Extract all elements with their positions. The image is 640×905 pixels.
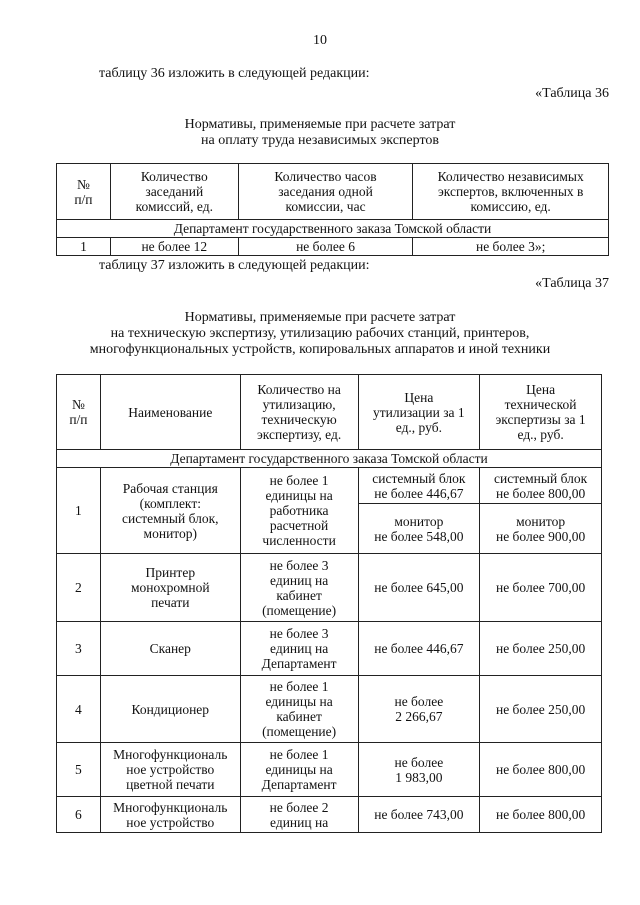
table-36-header-row [57, 164, 609, 220]
row-quantity: не более 1 единицы на работника расчетной численности [240, 468, 358, 554]
page-number: 10 [313, 33, 327, 48]
table-row [57, 676, 602, 743]
row-name: Кондиционер [100, 676, 240, 743]
header-name: Наименование [100, 375, 240, 450]
row-price-util: не более 2 266,67 [358, 676, 480, 743]
table-36-title-line1: Нормативы, применяемые при расчете затрат [184, 117, 456, 132]
row-price-exp: не более 250,00 [480, 676, 602, 743]
table-36-label: «Таблица 36 [535, 86, 609, 101]
intro-table-37: таблицу 37 изложить в следующей редакции: [99, 258, 370, 273]
row-num: 3 [57, 622, 101, 676]
row-price-util: не более 743,00 [358, 797, 480, 833]
table-37-title-line2: на техническую экспертизу, утилизацию рабочих станций, принтеров, [110, 326, 530, 341]
row-name: Принтер монохромной печати [100, 554, 240, 622]
header-price-util: Цена утилизации за 1 ед., руб. [358, 375, 480, 450]
row-price-exp-system: системный блок не более 800,00 [480, 468, 602, 504]
row-price-util: не более 446,67 [358, 622, 480, 676]
row-price-util: не более 1 983,00 [358, 743, 480, 797]
table-36 [56, 163, 609, 256]
table-37-title-line3: многофункциональных устройств, копировальных аппаратов и иной техники [89, 342, 551, 357]
row-num: 5 [57, 743, 101, 797]
row-quantity: не более 1 единицы на Департамент [240, 743, 358, 797]
intro-table-36: таблицу 36 изложить в следующей редакции: [99, 66, 370, 81]
row-num: 1 [57, 238, 111, 256]
header-hours: Количество часов заседания одной комиссии, час [238, 164, 413, 220]
row-price-exp-monitor: монитор не более 900,00 [480, 504, 602, 554]
row-experts: не более 3»; [413, 238, 609, 256]
row-name: Рабочая станция (комплект: системный блок, монитор) [100, 468, 240, 554]
table-row [57, 622, 602, 676]
row-num: 1 [57, 468, 101, 554]
table-37-department-row [57, 450, 602, 468]
row-quantity: не более 3 единиц на кабинет (помещение) [240, 554, 358, 622]
header-experts: Количество независимых экспертов, включенных в комиссию, ед. [413, 164, 609, 220]
table-row [57, 743, 602, 797]
department-cell: Департамент государственного заказа Томской области [57, 220, 609, 238]
table-row [57, 554, 602, 622]
header-quantity: Количество на утилизацию, техническую экспертизу, ед. [240, 375, 358, 450]
row-quantity: не более 2 единиц на [240, 797, 358, 833]
row-price-util-system: системный блок не более 446,67 [358, 468, 480, 504]
table-36-title-line2: на оплату труда независимых экспертов [201, 133, 439, 148]
row-price-exp: не более 250,00 [480, 622, 602, 676]
header-num: № п/п [57, 375, 101, 450]
row-price-util-monitor: монитор не более 548,00 [358, 504, 480, 554]
header-sessions: Количество заседаний комиссий, ед. [110, 164, 238, 220]
department-cell: Департамент государственного заказа Томской области [57, 450, 602, 468]
header-price-exp: Цена технической экспертизы за 1 ед., руб. [480, 375, 602, 450]
row-name: Многофункциональ ное устройство цветной печати [100, 743, 240, 797]
row-name: Сканер [100, 622, 240, 676]
row-hours: не более 6 [238, 238, 413, 256]
row-num: 2 [57, 554, 101, 622]
row-num: 4 [57, 676, 101, 743]
table-37-title-line1: Нормативы, применяемые при расчете затрат [184, 310, 456, 325]
table-row [57, 238, 609, 256]
row-price-exp: не более 700,00 [480, 554, 602, 622]
row-price-util: не более 645,00 [358, 554, 480, 622]
header-num: № п/п [57, 164, 111, 220]
table-37 [56, 374, 602, 833]
table-37-header-row [57, 375, 602, 450]
row-price-exp: не более 800,00 [480, 743, 602, 797]
table-row [57, 468, 602, 504]
row-quantity: не более 1 единицы на кабинет (помещение) [240, 676, 358, 743]
table-36-department-row [57, 220, 609, 238]
row-num: 6 [57, 797, 101, 833]
row-quantity: не более 3 единиц на Департамент [240, 622, 358, 676]
table-row [57, 797, 602, 833]
row-sessions: не более 12 [110, 238, 238, 256]
table-37-label: «Таблица 37 [535, 276, 609, 291]
row-name: Многофункциональ ное устройство [100, 797, 240, 833]
row-price-exp: не более 800,00 [480, 797, 602, 833]
